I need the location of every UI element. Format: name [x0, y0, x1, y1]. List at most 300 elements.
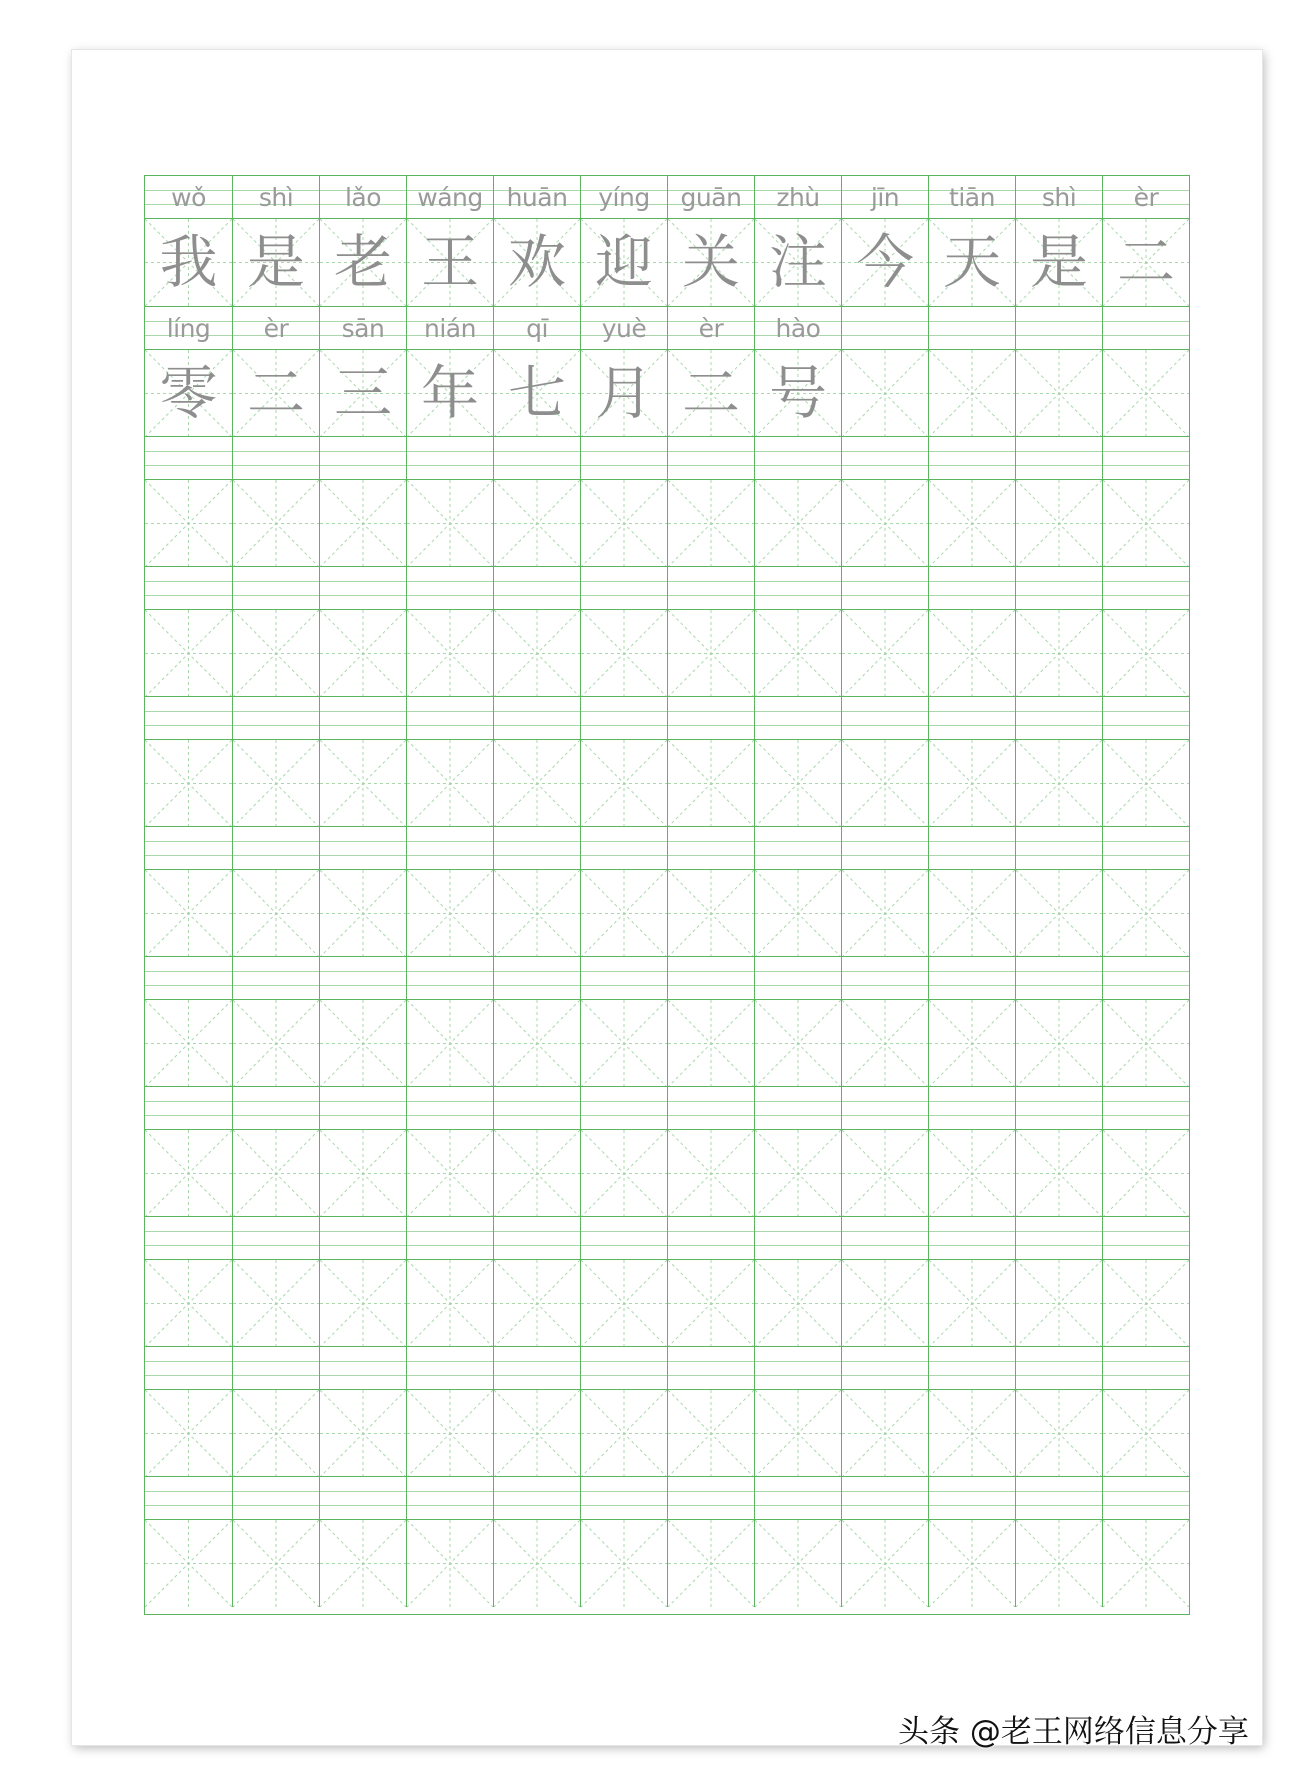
pinyin-cell [1015, 1347, 1102, 1389]
pinyin-cell [841, 697, 928, 739]
pinyin-cell [580, 1347, 667, 1389]
pinyin-cell [406, 697, 493, 739]
mizi-cell [145, 1000, 232, 1087]
hanzi-text: 天 [942, 228, 1001, 296]
pinyin-text: lǎo [344, 183, 382, 212]
mizi-guide [929, 1520, 1015, 1607]
pinyin-cell [580, 957, 667, 999]
mizi-cell [145, 740, 232, 827]
mizi-guide [1103, 610, 1189, 697]
mizi-guide [581, 1260, 667, 1347]
mizi-guide [842, 480, 928, 567]
mizi-cell [319, 610, 406, 697]
character-band [145, 1390, 1189, 1477]
mizi-guide [1103, 1390, 1189, 1477]
mizi-cell [841, 1390, 928, 1477]
mizi-cell [667, 350, 754, 437]
mizi-cell [319, 1130, 406, 1217]
grid-row [145, 1346, 1189, 1476]
pinyin-cell [841, 1347, 928, 1389]
pinyin-cell [667, 307, 754, 349]
mizi-guide [233, 870, 319, 957]
hanzi-text: 欢 [507, 228, 566, 296]
mizi-guide [494, 1000, 580, 1087]
hanzi-text: 迎 [594, 228, 653, 296]
pinyin-cell [841, 1217, 928, 1259]
hanzi-text: 关 [681, 228, 740, 296]
pinyin-cell [580, 1217, 667, 1259]
pinyin-cell [493, 827, 580, 869]
mizi-cell [493, 1260, 580, 1347]
mizi-guide [929, 1000, 1015, 1087]
grid-row [145, 176, 1189, 306]
hanzi-text: 二 [1116, 228, 1175, 296]
pinyin-cell [1102, 1347, 1189, 1389]
pinyin-text: hào [775, 314, 821, 343]
pinyin-cell [1015, 1477, 1102, 1519]
character-band [145, 740, 1189, 827]
grid-row [145, 436, 1189, 566]
mizi-cell [232, 610, 319, 697]
mizi-cell [667, 480, 754, 567]
mizi-cell [232, 1130, 319, 1217]
mizi-cell [580, 480, 667, 567]
pinyin-cell [928, 697, 1015, 739]
grid-row [145, 696, 1189, 826]
pinyin-cell [841, 1477, 928, 1519]
mizi-guide [320, 1520, 406, 1607]
mizi-guide [407, 1390, 493, 1477]
mizi-cell [841, 1520, 928, 1607]
pinyin-cell [232, 1087, 319, 1129]
pinyin-cell [493, 307, 580, 349]
pinyin-cell [145, 437, 232, 479]
mizi-cell [928, 1130, 1015, 1217]
mizi-guide [755, 870, 841, 957]
mizi-cell [319, 870, 406, 957]
mizi-cell [580, 1520, 667, 1607]
pinyin-cell [145, 1477, 232, 1519]
mizi-cell [841, 740, 928, 827]
mizi-cell [1015, 219, 1102, 306]
mizi-cell [667, 219, 754, 306]
mizi-cell [580, 1130, 667, 1217]
mizi-cell [1015, 1390, 1102, 1477]
mizi-guide [233, 1390, 319, 1477]
mizi-cell [1102, 1390, 1189, 1477]
pinyin-cell [841, 567, 928, 609]
pinyin-cell [1015, 307, 1102, 349]
pinyin-cell [1102, 1087, 1189, 1129]
pinyin-cell [667, 827, 754, 869]
mizi-cell [928, 610, 1015, 697]
mizi-guide [145, 480, 232, 567]
mizi-cell [1102, 1130, 1189, 1217]
mizi-guide [755, 1390, 841, 1477]
mizi-guide [320, 1130, 406, 1217]
pinyin-cell [1015, 176, 1102, 218]
pinyin-text: qī [526, 314, 548, 343]
mizi-cell [493, 1000, 580, 1087]
mizi-guide [145, 1520, 232, 1607]
pinyin-cell [580, 307, 667, 349]
mizi-guide [145, 1000, 232, 1087]
mizi-guide [581, 1520, 667, 1607]
pinyin-cell [928, 1217, 1015, 1259]
mizi-cell [319, 740, 406, 827]
mizi-cell [841, 480, 928, 567]
mizi-guide [668, 610, 754, 697]
pinyin-cell [1015, 1217, 1102, 1259]
mizi-guide [581, 740, 667, 827]
mizi-guide [1103, 1130, 1189, 1217]
mizi-cell [1102, 1260, 1189, 1347]
mizi-cell [754, 1000, 841, 1087]
pinyin-cell [1015, 437, 1102, 479]
mizi-cell [841, 1130, 928, 1217]
mizi-guide [494, 1130, 580, 1217]
mizi-cell [667, 870, 754, 957]
pinyin-cell [754, 1087, 841, 1129]
mizi-guide [842, 740, 928, 827]
pinyin-cell [1015, 697, 1102, 739]
mizi-guide [929, 1390, 1015, 1477]
mizi-guide [407, 870, 493, 957]
pinyin-text: èr [1133, 183, 1159, 212]
pinyin-text: guān [680, 183, 742, 212]
mizi-cell [667, 740, 754, 827]
pinyin-band [145, 1217, 1189, 1260]
mizi-cell [406, 480, 493, 567]
mizi-guide [233, 740, 319, 827]
mizi-guide [1016, 480, 1102, 567]
mizi-guide [1016, 1000, 1102, 1087]
mizi-guide [145, 1260, 232, 1347]
mizi-guide [668, 740, 754, 827]
pinyin-cell [841, 307, 928, 349]
mizi-guide [1103, 740, 1189, 827]
pinyin-cell [580, 697, 667, 739]
pinyin-text: sān [341, 314, 385, 343]
pinyin-text: líng [166, 314, 211, 343]
mizi-cell [406, 1260, 493, 1347]
mizi-cell [1015, 350, 1102, 437]
mizi-guide [407, 1000, 493, 1087]
mizi-guide [407, 610, 493, 697]
mizi-guide [929, 740, 1015, 827]
mizi-cell [1015, 1130, 1102, 1217]
mizi-guide [145, 740, 232, 827]
pinyin-cell [667, 567, 754, 609]
mizi-guide [320, 1000, 406, 1087]
pinyin-cell [928, 567, 1015, 609]
pinyin-cell [145, 567, 232, 609]
pinyin-cell [232, 437, 319, 479]
worksheet-paper [72, 50, 1262, 1745]
pinyin-band [145, 1087, 1189, 1130]
mizi-guide [842, 1260, 928, 1347]
character-band [145, 1130, 1189, 1217]
pinyin-cell [1102, 176, 1189, 218]
pinyin-text: wáng [417, 183, 483, 212]
mizi-cell [493, 1520, 580, 1607]
pinyin-cell [232, 1347, 319, 1389]
mizi-cell [319, 1000, 406, 1087]
pinyin-cell [493, 437, 580, 479]
pinyin-cell [145, 176, 232, 218]
mizi-guide [320, 1260, 406, 1347]
pinyin-cell [667, 957, 754, 999]
mizi-guide [494, 1260, 580, 1347]
mizi-cell [493, 219, 580, 306]
pinyin-cell [493, 1217, 580, 1259]
mizi-cell [841, 610, 928, 697]
mizi-cell [928, 480, 1015, 567]
pinyin-cell [667, 697, 754, 739]
mizi-cell [406, 1000, 493, 1087]
pinyin-cell [145, 697, 232, 739]
mizi-cell [232, 1390, 319, 1477]
mizi-guide [233, 1260, 319, 1347]
mizi-guide [494, 740, 580, 827]
pinyin-cell [1102, 307, 1189, 349]
pinyin-cell [406, 827, 493, 869]
mizi-cell [145, 1130, 232, 1217]
mizi-cell [319, 219, 406, 306]
mizi-guide [1016, 350, 1102, 437]
mizi-cell [1102, 219, 1189, 306]
hanzi-text: 号 [768, 359, 827, 427]
mizi-guide [929, 1130, 1015, 1217]
mizi-guide [1016, 870, 1102, 957]
hanzi-text: 年 [420, 359, 479, 427]
mizi-guide [233, 610, 319, 697]
pinyin-text: jīn [870, 183, 900, 212]
pinyin-cell [580, 437, 667, 479]
pinyin-cell [145, 307, 232, 349]
pinyin-cell [232, 567, 319, 609]
pinyin-cell [232, 697, 319, 739]
mizi-cell [1015, 870, 1102, 957]
mizi-cell [406, 219, 493, 306]
mizi-cell [319, 1520, 406, 1607]
grid-row [145, 956, 1189, 1086]
mizi-cell [667, 610, 754, 697]
pinyin-text: tiān [949, 183, 995, 212]
pinyin-band [145, 1477, 1189, 1520]
mizi-cell [928, 1520, 1015, 1607]
hanzi-text: 二 [246, 359, 305, 427]
mizi-cell [1102, 610, 1189, 697]
mizi-guide [320, 870, 406, 957]
mizi-cell [841, 219, 928, 306]
mizi-guide [668, 480, 754, 567]
mizi-cell [1102, 870, 1189, 957]
character-band [145, 1000, 1189, 1087]
grid-row [145, 1216, 1189, 1346]
mizi-cell [1015, 480, 1102, 567]
pinyin-text: wǒ [171, 183, 206, 212]
mizi-guide [407, 480, 493, 567]
pinyin-text: shì [1041, 183, 1077, 212]
mizi-guide [755, 740, 841, 827]
mizi-cell [580, 1000, 667, 1087]
mizi-guide [145, 1390, 232, 1477]
pinyin-cell [1015, 567, 1102, 609]
pinyin-cell [493, 567, 580, 609]
mizi-cell [406, 610, 493, 697]
mizi-cell [580, 1260, 667, 1347]
pinyin-cell [232, 1477, 319, 1519]
mizi-guide [233, 1130, 319, 1217]
pinyin-band [145, 1347, 1189, 1390]
pinyin-cell [319, 1347, 406, 1389]
mizi-guide [755, 610, 841, 697]
mizi-guide [581, 1390, 667, 1477]
pinyin-cell [754, 176, 841, 218]
mizi-guide [842, 1520, 928, 1607]
mizi-guide [320, 480, 406, 567]
pinyin-cell [667, 437, 754, 479]
mizi-cell [580, 219, 667, 306]
pinyin-cell [319, 176, 406, 218]
mizi-cell [406, 350, 493, 437]
pinyin-cell [841, 176, 928, 218]
pinyin-cell [493, 1347, 580, 1389]
mizi-cell [145, 1520, 232, 1607]
mizi-cell [232, 1520, 319, 1607]
grid-row [145, 566, 1189, 696]
pinyin-cell [841, 827, 928, 869]
pinyin-cell [406, 307, 493, 349]
pinyin-cell [145, 957, 232, 999]
pinyin-cell [232, 176, 319, 218]
pinyin-cell [841, 957, 928, 999]
hanzi-text: 是 [246, 228, 305, 296]
hanzi-text: 是 [1029, 228, 1088, 296]
mizi-cell [928, 740, 1015, 827]
mizi-cell [406, 870, 493, 957]
hanzi-text: 三 [333, 359, 392, 427]
character-band [145, 610, 1189, 697]
mizi-cell [493, 480, 580, 567]
pinyin-band [145, 567, 1189, 610]
mizi-cell [841, 1000, 928, 1087]
mizi-cell [754, 1260, 841, 1347]
mizi-cell [1102, 480, 1189, 567]
pinyin-cell [928, 176, 1015, 218]
mizi-cell [319, 1390, 406, 1477]
mizi-cell [754, 1520, 841, 1607]
pinyin-cell [754, 567, 841, 609]
mizi-cell [928, 1000, 1015, 1087]
mizi-cell [754, 740, 841, 827]
pinyin-cell [1102, 957, 1189, 999]
pinyin-cell [841, 437, 928, 479]
mizi-guide [581, 610, 667, 697]
mizi-cell [754, 350, 841, 437]
pinyin-cell [1102, 1217, 1189, 1259]
pinyin-cell [754, 957, 841, 999]
character-band [145, 219, 1189, 306]
pinyin-cell [145, 1347, 232, 1389]
pinyin-cell [493, 697, 580, 739]
pinyin-cell [754, 1477, 841, 1519]
mizi-cell [406, 740, 493, 827]
character-band [145, 870, 1189, 957]
mizi-guide [1103, 1520, 1189, 1607]
pinyin-cell [319, 1087, 406, 1129]
mizi-guide [494, 870, 580, 957]
mizi-cell [928, 1260, 1015, 1347]
mizi-cell [232, 350, 319, 437]
mizi-cell [319, 350, 406, 437]
mizi-cell [754, 610, 841, 697]
mizi-cell [667, 1000, 754, 1087]
mizi-cell [928, 870, 1015, 957]
mizi-guide [1016, 1130, 1102, 1217]
pinyin-cell [1102, 1477, 1189, 1519]
mizi-cell [754, 1390, 841, 1477]
mizi-cell [406, 1130, 493, 1217]
mizi-cell [928, 350, 1015, 437]
pinyin-cell [667, 1217, 754, 1259]
pinyin-text: zhù [776, 183, 820, 212]
mizi-guide [668, 1520, 754, 1607]
pinyin-cell [580, 827, 667, 869]
hanzi-text: 二 [681, 359, 740, 427]
mizi-guide [842, 1000, 928, 1087]
pinyin-band [145, 307, 1189, 350]
pinyin-cell [667, 1087, 754, 1129]
pinyin-text: shì [258, 183, 294, 212]
mizi-cell [232, 870, 319, 957]
mizi-guide [581, 870, 667, 957]
pinyin-cell [841, 1087, 928, 1129]
pinyin-text: huān [506, 183, 568, 212]
mizi-cell [580, 350, 667, 437]
mizi-cell [580, 1390, 667, 1477]
character-band [145, 1520, 1189, 1607]
pinyin-cell [406, 1347, 493, 1389]
pinyin-cell [493, 957, 580, 999]
mizi-cell [319, 1260, 406, 1347]
mizi-cell [493, 610, 580, 697]
mizi-cell [145, 480, 232, 567]
mizi-cell [145, 870, 232, 957]
mizi-guide [929, 480, 1015, 567]
mizi-cell [1102, 1520, 1189, 1607]
mizi-cell [1015, 610, 1102, 697]
mizi-guide [929, 350, 1015, 437]
pinyin-cell [754, 1217, 841, 1259]
mizi-guide [407, 1520, 493, 1607]
mizi-guide [581, 1000, 667, 1087]
mizi-guide [233, 1000, 319, 1087]
character-band [145, 480, 1189, 567]
pinyin-cell [232, 307, 319, 349]
pinyin-cell [928, 827, 1015, 869]
pinyin-cell [232, 827, 319, 869]
mizi-cell [145, 350, 232, 437]
mizi-guide [1103, 350, 1189, 437]
pinyin-text: nián [424, 314, 476, 343]
pinyin-cell [406, 957, 493, 999]
mizi-cell [232, 740, 319, 827]
hanzi-text: 注 [768, 228, 827, 296]
pinyin-cell [928, 957, 1015, 999]
mizi-cell [493, 740, 580, 827]
